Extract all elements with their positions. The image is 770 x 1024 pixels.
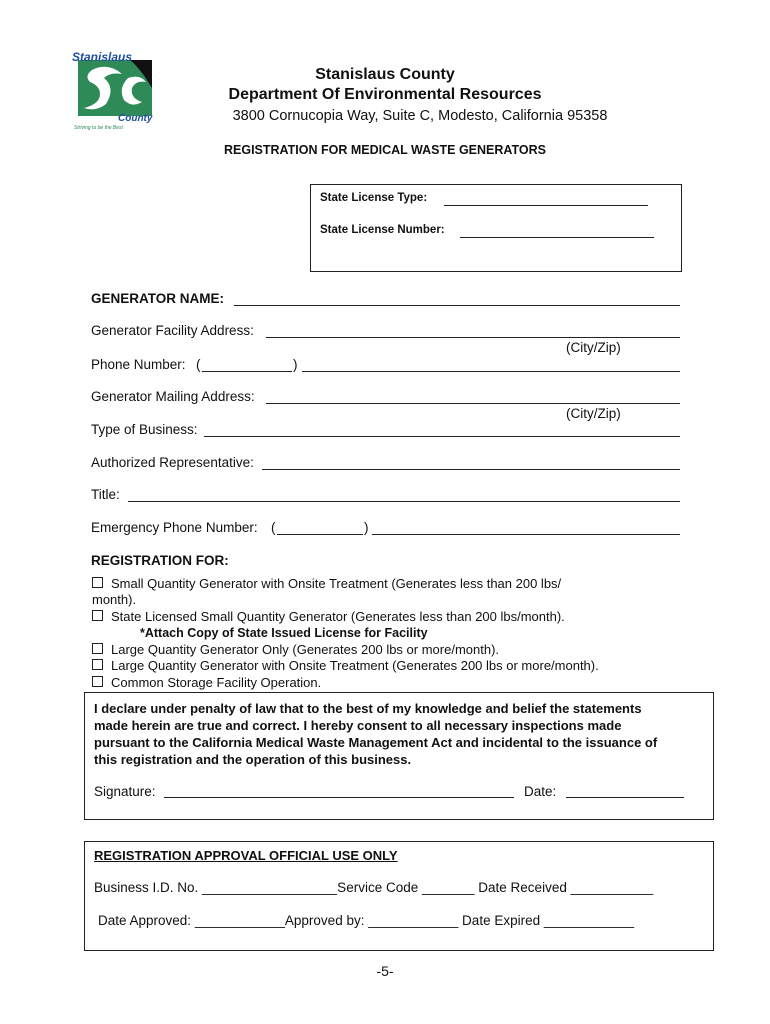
option-small-onsite[interactable] bbox=[92, 576, 561, 591]
declaration-line-3: pursuant to the California Medical Waste Management Act and incidental to the issuance of bbox=[94, 735, 658, 750]
phone-number-label: Phone Number: bbox=[91, 357, 186, 372]
checkbox-large-onsite[interactable] bbox=[92, 659, 103, 670]
mailing-address-field[interactable] bbox=[266, 403, 680, 404]
title-label: Title: bbox=[91, 487, 120, 502]
mailing-address-label: Generator Mailing Address: bbox=[91, 389, 255, 404]
authorized-rep-field[interactable] bbox=[262, 469, 680, 470]
type-of-business-field[interactable] bbox=[204, 436, 680, 437]
signature-field[interactable] bbox=[164, 797, 514, 798]
date-label: Date: bbox=[524, 784, 557, 799]
generator-name-label: GENERATOR NAME: bbox=[91, 291, 225, 306]
signature-label: Signature: bbox=[94, 784, 156, 799]
state-license-number-field[interactable] bbox=[460, 237, 654, 238]
state-license-type-field[interactable] bbox=[444, 205, 648, 206]
phone-close-paren: ) bbox=[293, 357, 298, 372]
page-number: -5- bbox=[376, 963, 394, 979]
option-common-storage[interactable] bbox=[92, 675, 321, 690]
declaration-line-4: this registration and the operation of this business. bbox=[94, 752, 412, 767]
generator-name-field[interactable] bbox=[234, 305, 680, 306]
mailing-city-zip-label: (City/Zip) bbox=[566, 406, 621, 421]
department-address: 3800 Cornucopia Way, Suite C, Modesto, California 95358 bbox=[232, 108, 608, 124]
phone-open-paren: ( bbox=[196, 357, 201, 372]
checkbox-large-only[interactable] bbox=[92, 643, 103, 654]
form-title: REGISTRATION FOR MEDICAL WASTE GENERATORS bbox=[223, 143, 546, 157]
option-large-onsite[interactable] bbox=[92, 658, 599, 673]
declaration-line-1: I declare under penalty of law that to the best of my knowledge and belief the statements bbox=[94, 701, 642, 716]
emergency-close-paren: ) bbox=[364, 520, 369, 535]
declaration-line-2: made herein are true and correct. I hereby consent to all necessary inspections made bbox=[94, 718, 622, 733]
attach-license-note: *Attach Copy of State Issued License for Facility bbox=[140, 626, 428, 640]
state-license-number-label: State License Number: bbox=[320, 224, 445, 236]
title-field[interactable] bbox=[128, 501, 680, 502]
department-name: Department Of Environmental Resources bbox=[228, 86, 542, 103]
option-large-only-label: Large Quantity Generator Only (Generates 200 lbs or more/month). bbox=[111, 642, 500, 657]
option-small-onsite-cont: month). bbox=[92, 592, 137, 607]
official-row-1: Business I.D. No. __________________Service Code _______ Date Received ___________ bbox=[94, 880, 654, 895]
facility-city-zip-label: (City/Zip) bbox=[566, 340, 621, 355]
registration-heading: REGISTRATION FOR: bbox=[91, 553, 229, 568]
emergency-phone-label: Emergency Phone Number: bbox=[91, 520, 258, 535]
option-state-licensed-label: State Licensed Small Quantity Generator (Generates less than 200 lbs/month). bbox=[111, 609, 565, 624]
official-row-2: Date Approved: ____________Approved by: ____________ Date Expired ____________ bbox=[98, 913, 634, 928]
emergency-area-code-field[interactable] bbox=[277, 534, 363, 535]
official-use-heading: REGISTRATION APPROVAL OFFICIAL USE ONLY bbox=[94, 848, 398, 863]
phone-number-field[interactable] bbox=[302, 371, 680, 372]
authorized-rep-label: Authorized Representative: bbox=[91, 455, 254, 470]
date-field[interactable] bbox=[566, 797, 684, 798]
checkbox-common-storage[interactable] bbox=[92, 676, 103, 687]
option-large-onsite-label: Large Quantity Generator with Onsite Treatment (Generates 200 lbs or more/month). bbox=[111, 658, 599, 673]
option-large-only[interactable] bbox=[92, 642, 499, 657]
option-common-storage-label: Common Storage Facility Operation. bbox=[111, 675, 322, 690]
logo-text-top: Stanislaus bbox=[72, 50, 133, 64]
logo-text-bottom: County bbox=[118, 113, 153, 124]
county-name: Stanislaus County bbox=[315, 66, 455, 83]
facility-address-field[interactable] bbox=[266, 337, 680, 338]
emergency-open-paren: ( bbox=[271, 520, 276, 535]
emergency-phone-field[interactable] bbox=[372, 534, 680, 535]
facility-address-label: Generator Facility Address: bbox=[91, 323, 254, 338]
type-of-business-label: Type of Business: bbox=[91, 422, 198, 437]
option-small-onsite-label: Small Quantity Generator with Onsite Treatment (Generates less than 200 lbs/ bbox=[111, 576, 562, 591]
state-license-type-label: State License Type: bbox=[320, 192, 428, 204]
option-state-licensed[interactable] bbox=[92, 609, 565, 624]
checkbox-state-licensed[interactable] bbox=[92, 610, 103, 621]
phone-area-code-field[interactable] bbox=[202, 371, 292, 372]
logo-tagline: Striving to be the Best bbox=[74, 125, 123, 131]
checkbox-small-onsite[interactable] bbox=[92, 577, 103, 588]
